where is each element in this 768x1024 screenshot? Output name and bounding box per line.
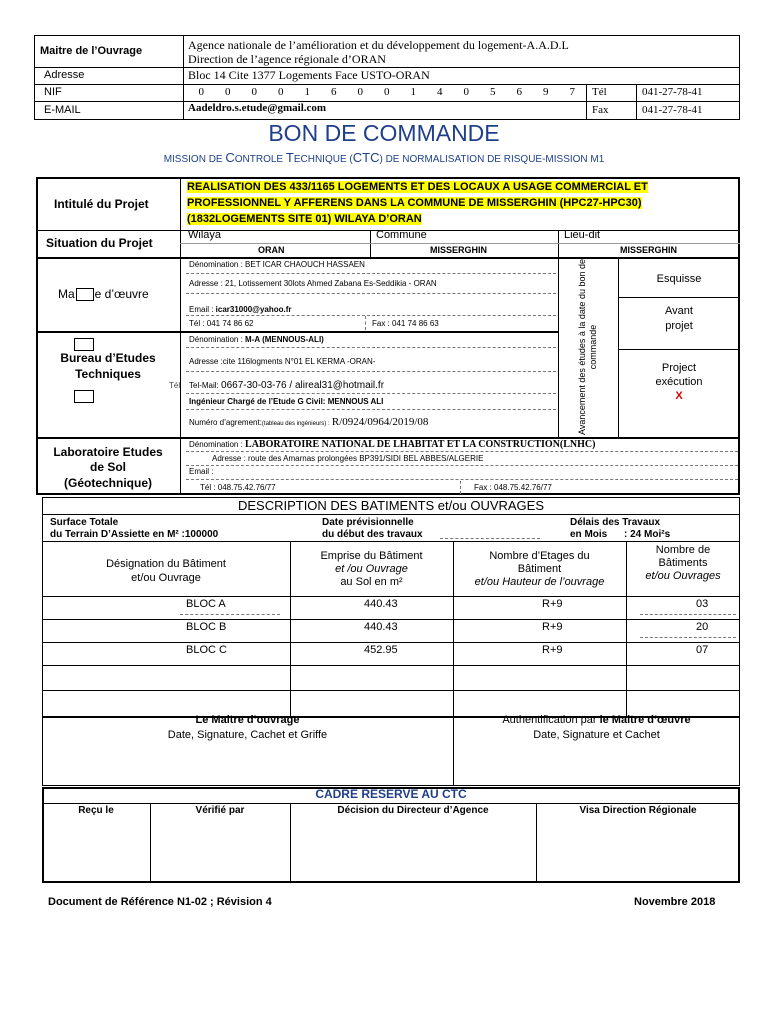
nif-digit: 9 (543, 86, 549, 98)
table-row: BLOC B 440.43 R+9 20 (186, 621, 709, 633)
labo-label-3: (Géotechnique) (63, 476, 152, 490)
adresse-label: Adresse (44, 69, 85, 81)
fax-label: Fax (592, 104, 609, 116)
moe-email: Email : icar31000@yahoo.fr (189, 305, 292, 314)
nif-digit: 1 (304, 86, 310, 98)
bet-label-1: Bureau d’Etudes (60, 351, 156, 365)
nif-digit: 0 (198, 86, 204, 98)
intitule-line1: REALISATION DES 433/1165 LOGEMENTS ET DES LOCAUX A USAGE COMMERCIAL ET (187, 181, 648, 193)
intitule-line3: (1832LOGEMENTS SITE 01) WILAYA D’ORAN (187, 213, 422, 225)
fax-value: 041-27-78-41 (642, 104, 703, 116)
email-value: Aadeldro.s.etude@gmail.com (188, 102, 327, 114)
nif-digit: 0 (251, 86, 257, 98)
maitre-oeuvre-label: Ma e d’œuvre (58, 287, 149, 301)
bet-telmail: Tel-Mail: 0667-30-03-76 / alireal31@hotmail.fr (189, 380, 385, 391)
nif-digit: 0 (278, 86, 284, 98)
delais-line2: en Mois : 24 Moi²s (570, 529, 671, 540)
document-title: BON DE COMMANDE (268, 120, 500, 146)
ctc-visa: Visa Direction Régionale (579, 805, 697, 816)
wilaya-value: ORAN (258, 245, 285, 255)
bet-checkbox-1[interactable] (74, 338, 94, 351)
email-label: E-MAIL (44, 104, 81, 116)
moe-tel: Tél : 041 74 86 62 (189, 319, 254, 328)
tel-label: Tél (592, 86, 607, 98)
surface-line2: du Terrain D’Assiette en M² :100000 (50, 529, 219, 540)
table-row: BLOC C 452.95 R+9 07 (186, 644, 709, 656)
labo-fax: Fax : 048.75.42.76/77 (474, 483, 552, 492)
description-heading: DESCRIPTION DES BATIMENTS et/ou OUVRAGES (237, 498, 545, 513)
labo-label-1: Laboratoire Etudes (53, 445, 163, 459)
delais-line1: Délais des Travaux (570, 517, 661, 528)
nif-digit: 5 (490, 86, 496, 98)
nif-digit: 6 (516, 86, 522, 98)
footer-reference: Document de Référence N1-02 ; Révision 4 (48, 896, 272, 908)
bet-ingenieur: Ingénieur Chargé de l’Etude G Civil: MENNOUS ALI (189, 397, 384, 406)
labo-label-2: de Sol (89, 460, 126, 474)
ctc-decision: Décision du Directeur d’Agence (337, 805, 489, 816)
ctc-verifie: Vérifié par (195, 805, 245, 816)
moe-denomination: Dénomination : BET ICAR CHAOUCH HASSAEN (189, 260, 365, 269)
sign-maitre-ouvrage: Le Maitre d’ouvrage Date, Signature, Cachet et Griffe (167, 714, 328, 741)
labo-denomination: Dénomination : LABORATOIRE NATIONAL DE LHABITAT ET LA CONSTRUCTION(LNHC) (189, 439, 596, 450)
nif-digit: 6 (331, 86, 337, 98)
bet-label-2: Techniques (75, 367, 141, 381)
stage-execution-2: exécution (655, 376, 703, 388)
avancement-label: Avancement des études à la date du bon de commande (577, 259, 598, 435)
nif-digit: 1 (410, 86, 416, 98)
intitule-line2: PROFESSIONNEL Y AFFERENS DANS LA COMMUNE DE MISSERGHIN (HPC27-HPC30) (187, 197, 642, 209)
lieudit-value: MISSERGHIN (620, 245, 678, 255)
nif-digit: 7 (569, 86, 575, 98)
situation-label: Situation du Projet (46, 236, 153, 250)
date-line1: Date prévisionnelle (322, 517, 414, 528)
stage-avant-projet-1: Avant (665, 305, 693, 317)
bet-agrement: Numéro d’agrement:(tableau des ingénieurs) : R/0924/0964/2019/08 (189, 416, 429, 428)
labo-email: Email : (189, 467, 214, 476)
col-header-etages: Nombre d’Etages du Bâtiment et/ou Hauteur de l’ouvrage (474, 550, 605, 588)
intitule-label: Intitulé du Projet (54, 197, 149, 211)
ctc-recu: Reçu le (78, 805, 114, 816)
bet-adresse: Adresse :cite 116logments N°01 EL KERMA -ORAN- (189, 357, 376, 366)
col-header-designation: Désignation du Bâtiment et/ou Ouvrage (106, 558, 226, 584)
nif-digit: 4 (437, 86, 443, 98)
nif-digit: 0 (463, 86, 469, 98)
labo-adresse: Adresse : route des Amarnas prolongées BP391/SIDI BEL ABBES/ALGERIE (212, 454, 484, 463)
stage-avant-projet-2: projet (665, 320, 693, 332)
labo-tel: Tél : 048.75.42.76/77 (200, 483, 276, 492)
stage-esquisse: Esquisse (656, 273, 702, 285)
nif-digits (188, 86, 586, 98)
document-subtitle: MISSION DE CONTROLE TECHNIQUE (CTC) DE NORMALISATION DE RISQUE-MISSION M1 (163, 150, 605, 165)
bet-stray-text: Tél (169, 381, 181, 390)
nif-digit: 0 (357, 86, 363, 98)
commune-value: MISSERGHIN (430, 245, 488, 255)
col-header-nombre: Nombre de Bâtiments et/ou Ouvrages (645, 544, 721, 582)
ctc-heading: CADRE RESERVE AU CTC (315, 787, 467, 801)
maitre-ouvrage-label: Maitre de l’Ouvrage (40, 45, 143, 57)
footer-date: Novembre 2018 (634, 896, 716, 908)
maitre-ouvrage-line2: Direction de l’agence régionale d’ORAN (188, 52, 386, 66)
surface-line1: Surface Totale (50, 517, 119, 528)
nif-digit: 0 (225, 86, 231, 98)
adresse-value: Bloc 14 Cite 1377 Logements Face USTO-ORAN (188, 68, 430, 82)
date-line2: du début des travaux (322, 529, 423, 540)
moe-fax: Fax : 041 74 86 63 (372, 319, 439, 328)
table-row: BLOC A 440.43 R+9 03 (186, 598, 709, 610)
ctc-box (42, 787, 740, 883)
stage-execution-1: Project (661, 362, 697, 374)
bet-denomination: Dénomination : M-A (MENNOUS-ALI) (189, 335, 324, 344)
nif-label: NIF (44, 86, 62, 98)
moe-adresse: Adresse : 21, Lotissement 30lots Ahmed Zabana Es-Seddikia - ORAN (189, 279, 437, 288)
nif-digit: 0 (384, 86, 390, 98)
col-header-emprise: Emprise du Bâtiment et /ou Ouvrage au Sol en m² (320, 550, 423, 588)
maitre-ouvrage-line1: Agence nationale de l’amélioration et du développement du logement-A.A.D.L (188, 38, 569, 52)
wilaya-label: Wilaya (188, 229, 222, 241)
tel-value: 041-27-78-41 (642, 86, 703, 98)
lieudit-label: Lieu-dit (564, 229, 601, 241)
sign-maitre-oeuvre: Authentification par le Maitre d’œuvre Date, Signature et Cachet (502, 714, 691, 741)
bet-checkbox-2[interactable] (74, 390, 94, 403)
stage-execution-mark: X (675, 390, 683, 402)
commune-label: Commune (376, 229, 427, 241)
